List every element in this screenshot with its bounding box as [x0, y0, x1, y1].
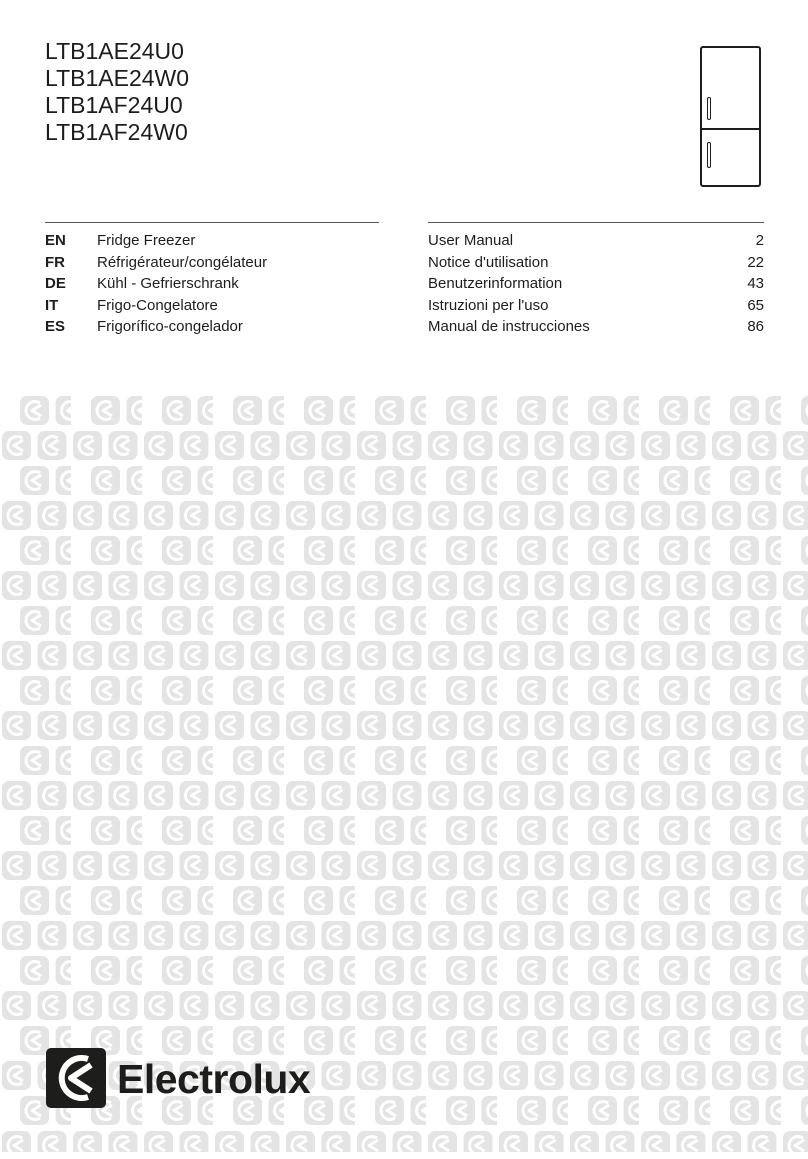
page-number: 65 — [747, 296, 764, 314]
document-title: Benutzerinformation — [428, 275, 563, 292]
language-code: EN — [45, 232, 66, 249]
language-code: IT — [45, 296, 59, 314]
product-name: Fridge Freezer — [97, 232, 196, 249]
product-name: Kühl - Gefrierschrank — [97, 275, 239, 292]
document-title: Istruzioni per l'uso — [428, 296, 549, 314]
divider-left — [45, 222, 379, 223]
language-row-en[interactable] — [45, 230, 764, 252]
document-title: Manual de instrucciones — [428, 318, 590, 335]
document-title: User Manual — [428, 232, 514, 249]
model-number: LTB1AF24W0 — [45, 119, 188, 145]
language-code: FR — [45, 253, 65, 271]
page-number: 86 — [747, 318, 764, 335]
page-number: 22 — [747, 253, 764, 271]
page-number: 43 — [747, 275, 764, 292]
model-number: LTB1AE24W0 — [45, 65, 190, 91]
product-name: Réfrigérateur/congélateur — [97, 253, 268, 271]
language-row-it[interactable] — [45, 295, 764, 317]
model-list — [45, 38, 189, 146]
model-number: LTB1AF24U0 — [45, 92, 183, 118]
page-number: 2 — [755, 232, 764, 249]
language-row-de[interactable] — [45, 273, 764, 295]
brand-name: Electrolux — [117, 1056, 311, 1102]
divider-right — [428, 222, 764, 223]
language-code: ES — [45, 318, 66, 335]
document-title: Notice d'utilisation — [428, 253, 549, 271]
electrolux-logo — [44, 1045, 314, 1115]
language-index — [45, 230, 764, 338]
model-number: LTB1AE24U0 — [45, 38, 184, 64]
language-code: DE — [45, 275, 66, 292]
fridge-freezer-icon — [700, 46, 761, 187]
language-row-fr[interactable] — [45, 252, 764, 274]
product-name: Frigorífico-congelador — [97, 318, 243, 335]
electrolux-logo-pattern — [0, 392, 808, 1152]
product-name: Frigo-Congelatore — [97, 296, 218, 314]
language-row-es[interactable] — [45, 316, 764, 338]
